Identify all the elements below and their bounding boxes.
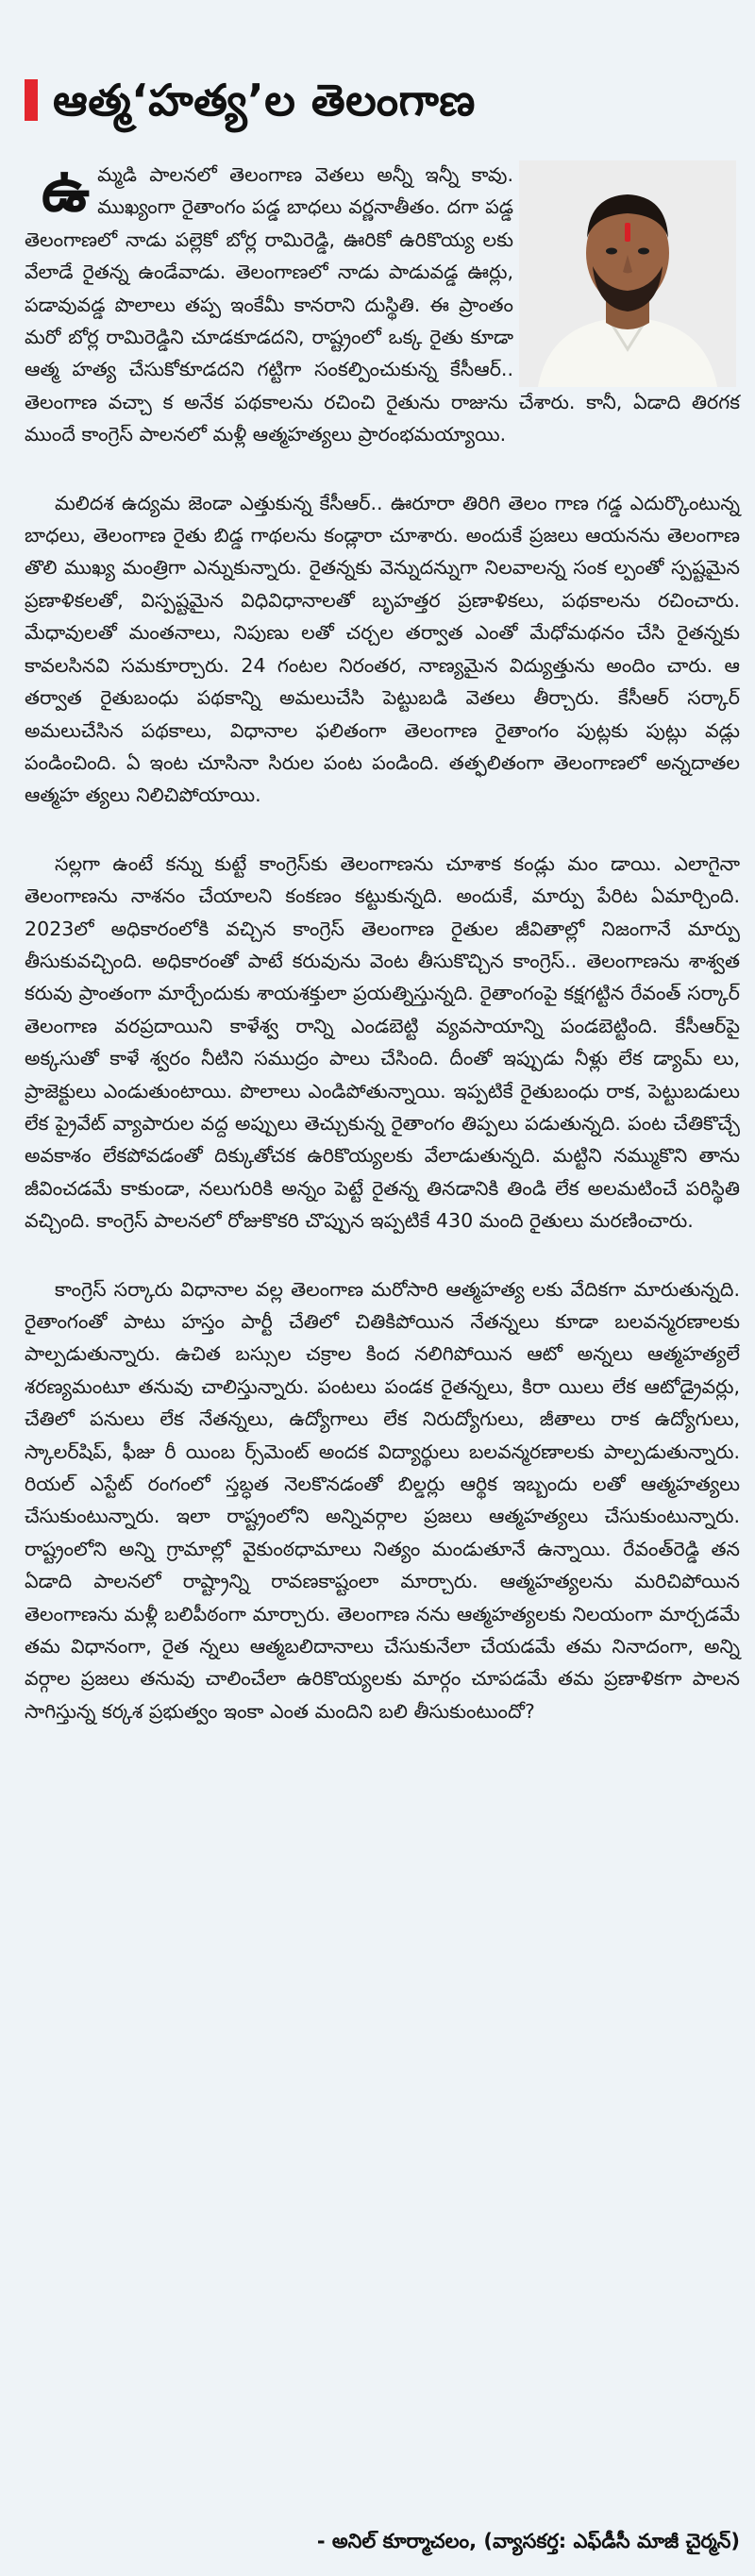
article-headline: ఆత్మ‘హత్య’ల తెలంగాణ: [53, 75, 476, 126]
paragraph-text: కాంగ్రెస్ సర్కారు విధానాల వల్ల తెలంగాణ మరోసారి ఆత్మహత్య లకు వేదికగా మారుతున్నది. రైతాంగంతో పాటు హస్తం పార్టీ చేతిలో చితికిపోయిన నేతన్నలు కూడా బలవన్మరణాలకు పాల్పడుతున్నారు. ఉచిత బస్సుల చక్రాల కింద నలిగిపోయిన ఆటో అన్నలు ఆత్మహత్యలే శరణ్యమంటూ తనువు చాలిస్తున్నారు. పంటలు పండక రైతన్నలు, కిరా యిలు లేక ఆటోడ్రైవర్లు, చేతిలో పనులు లేక నేతన్నలు, ఉద్యోగాలు లేక నిరుద్యోగులు, జీతాలు రాక ఉద్యోగులు, స్కాలర్‌షిప్, ఫీజు రీ యింబ ర్స్‌మెంట్ అందక విద్యార్థులు బలవన్మరణాలకు పాల్పడుతున్నారు. రియల్ ఎస్టేట్ రంగంలో స్తబ్ధత నెలకొనడంతో బిల్డర్లు ఆర్థిక ఇబ్బందు లతో ఆత్మహత్యలు చేసుకుంటున్నారు. ఇలా రాష్ట్రంలోని అన్నివర్గాల ప్రజలు ఆత్మహత్యలు చేసుకుంటున్నారు. రాష్ట్రంలోని అన్ని గ్రామాల్లో వైకుంఠధామాలు నిత్యం మండుతూనే ఉన్నాయి. రేవంత్‌రెడ్డి తన ఏడాది పాలనలో రాష్ట్రాన్ని రావణకాష్టంలా మార్చారు. ఆత్మహత్యలను మరిచిపోయిన తెలంగాణను మళ్లీ బలిపీఠంగా మార్చారు. తెలంగాణ నను ఆత్మహత్యలకు నిలయంగా మార్చడమే తమ విధానంగా, రైత న్నలు ఆత్మబలిదానాలు చేసుకునేలా చేయడమే తమ నినాదంగా, అన్ని వర్గాల ప్రజలు తనువు చాలించేలా ఉరికొయ్యలకు మార్గం చూపడమే తమ ప్రణాళికగా పాలన సాగిస్తున్న కర్కశ ప్రభుత్వం ఇంకా ఎంత మందిని బలి తీసుకుంటుందో?: [25, 1277, 740, 1723]
article-paragraph: [25, 487, 740, 812]
article-body: [25, 156, 740, 1763]
paragraph-text: మలిదశ ఉద్యమ జెండా ఎత్తుకున్న కేసీఆర్.. ఊరూరా తిరిగి తెలం గాణ గడ్డ ఎదుర్కొంటున్న బాధలు, తెలంగాణ రైతు బిడ్డ గాథలను కండ్లారా చూశారు. అందుకే ప్రజలు ఆయనను తెలంగాణ తొలి ముఖ్య మంత్రిగా ఎన్నుకున్నారు. రైతన్నకు వెన్నుదన్నుగా నిలవాలన్న సంక ల్పంతో స్పష్టమైన ప్రణాళికలతో, విస్పష్టమైన విధివిధానాలతో బృహత్తర ప్రణాళికలు, పథకాలను రచించారు. మేధావులతో మంతనాలు, నిపుణు లతో చర్చల తర్వాత ఎంతో మేధోమథనం చేసి రైతన్నకు కావలసినవి సమకూర్చారు. 24 గంటల నిరంతర, నాణ్యమైన విద్యుత్తును అందిం చారు. ఆ తర్వాత రైతుబంధు పథకాన్ని అమలుచేసి పెట్టుబడి వెతలు తీర్చారు. కేసీఆర్ సర్కార్ అమలుచేసిన పథకాలు, విధానాల ఫలితంగా తెలంగాణ రైతాంగం పుట్లకు పుట్లు వడ్లు పండించింది. ఏ ఇంట చూసినా సిరుల పంట పండింది. తత్ఫలితంగా తెలంగాణలో అన్నదాతల ఆత్మహ త్యలు నిలిచిపోయాయి.: [25, 491, 740, 807]
drop-cap: ఉ: [42, 156, 91, 226]
paragraph-text: మ్మడి పాలనలో తెలంగాణ వెతలు అన్నీ ఇన్నీ కావు. ముఖ్యంగా రైతాంగం పడ్డ బాధలు వర్ణనాతీతం. దగా పడ్డ తెలంగాణలో నాడు పల్లెకో బోర్ల రామిరెడ్డి, ఊరికో ఉరికొయ్య లకు వేలాడే రైతన్న ఉండేవాడు. తెలంగాణలో నాడు పాడువడ్డ ఊర్లు, పడావువడ్డ పొలాలు తప్ప ఇంకేమీ కానరాని దుస్థితి. ఈ ప్రాంతం మరో బోర్ల రామిరెడ్డిని చూడకూడదని, రాష్ట్రంలో ఒక్క రైతు కూడా ఆత్మ హత్య చేసుకోకూడదని గట్టిగా సంకల్పించుకున్న కేసీఆర్.. తెలంగాణ వచ్చా క అనేక పథకాలను రచించి రైతును రాజును చేశారు. కానీ, ఏడాది తిరగక ముందే కాంగ్రెస్ పాలనలో మళ్లీ ఆత్మహత్యలు ప్రారంభమయ్యాయి.: [25, 163, 740, 446]
author-byline: - అనిల్ కూర్మాచలం, (వ్యాసకర్త: ఎఫ్‌డీసీ మాజీ చైర్మన్): [316, 2530, 740, 2552]
photo-wrap-spacer: [513, 159, 740, 383]
headline-accent-bar: [25, 79, 38, 121]
paragraph-text: సల్లగా ఉంటే కన్ను కుట్టే కాంగ్రెస్‌కు తెలంగాణను చూశాక కండ్లు మం డాయి. ఎలాగైనా తెలంగాణను నాశనం చేయాలని కంకణం కట్టుకున్నది. అందుకే, మార్పు పేరిట ఏమార్చింది. 2023లో అధికారంలోకి వచ్చిన కాంగ్రెస్ తెలంగాణ రైతుల జీవితాల్లో నిజంగానే మార్పు తీసుకువచ్చింది. అధికారంతో పాటే కరువును వెంట తీసుకొచ్చిన కాంగ్రెస్.. తెలంగాణను శాశ్వత కరువు ప్రాంతంగా మార్చేందుకు శాయశక్తులా ప్రయత్నిస్తున్నది. రైతాంగంపై కక్షగట్టిన రేవంత్ సర్కార్ తెలంగాణ వరప్రదాయిని కాళేశ్వ రాన్ని ఎండబెట్టి వ్యవసాయాన్ని పండబెట్టింది. కేసీఆర్‌పై అక్కసుతో కాళే శ్వరం నీటిని సముద్రం పాలు చేసింది. దీంతో ఇప్పుడు నీళ్లు లేక డ్యామ్ లు, ప్రాజెక్టులు ఎండుతుంటాయి. పొలాలు ఎండిపోతున్నాయి. ఇప్పటికే రైతుబంధు రాక, పెట్టుబడులు లేక ప్రైవేట్ వ్యాపారుల వద్ద అప్పులు తెచ్చుకున్న రైతాంగం తిప్పలు పడుతున్నది. పంట చేతికొచ్చే అవకాశం లేకపోవడంతో దిక్కుతోచక ఉరికొయ్యలకు వేలాడుతున్నది. మట్టిని నమ్ముకొని తాను జీవించడమే కాకుండా, నలుగురికి అన్నం పెట్టే రైతన్న తినడానికి తిండి లేక అలమటించే పరిస్థితి వచ్చింది. కాంగ్రెస్ పాలనలో రోజుకొకరి చొప్పున ఇప్పటికే 430 మంది రైతులు మరణించారు.: [25, 851, 740, 1233]
article-paragraph: [25, 1273, 740, 1728]
article-paragraph: [25, 848, 740, 1237]
